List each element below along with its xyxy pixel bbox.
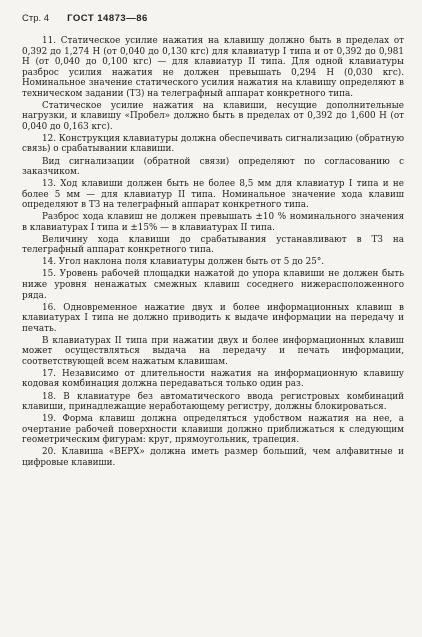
paragraph: 18. В клавиатуре без автоматического ввода регистровых комбинаций клавиши, принадлежащие неработающему регистру, должны блокироваться. [22,391,404,413]
page-header [22,13,404,24]
paragraph: Статическое усилие нажатия на клавиши, несущие дополнительные нагрузки, и клавишу «Пробел» должно быть в пределах от 0,392 до 1,600 Н (от 0,040 до 0,163 кгс). [22,100,404,132]
paragraph: 13. Ход клавиши должен быть не более 8,5 мм для клавиатур I типа и не более 5 мм — для клавиатур II типа. Номинальное значение хода клавиш определяют в ТЗ на телеграфный аппарат конкретного типа. [22,179,404,211]
paragraph: Разброс хода клавиш не должен превышать ±10 % номинального значения в клавиатурах I типа и ±15% — в клавиатурах II типа. [22,212,404,233]
paragraph: 17. Независимо от длительности нажатия на информационную клавишу кодовая комбинация должна передаваться только один раз. [22,368,404,390]
paragraph: 15. Уровень рабочей площадки нажатой до упора клавиши не должен быть ниже уровня ненажатых смежных клавиш соседнего нижерасположенного ряда. [22,269,404,301]
paragraph: 16. Одновременное нажатие двух и более информационных клавиш в клавиатурах I типа не должно приводить к выдаче информации на передачу и печать. [22,302,404,334]
standard-designation: ГОСТ 14873—86 [67,13,148,24]
paragraph: В клавиатурах II типа при нажатии двух и более информационных клавиш может осуществляться выдача на передачу и печать информации, соответствующей всем нажатым клавишам. [22,335,404,367]
paragraph: Величину хода клавиши до срабатывания устанавливают в ТЗ на телеграфный аппарат конкретного типа. [22,234,404,256]
paragraph: 19. Форма клавиш должна определяться удобством нажатия на нее, а очертание рабочей поверхности клавиши должно приближаться к следующим геометрическим фигурам: круг, прямоугольник, трапеция. [22,414,404,446]
paragraph: Вид сигнализации (обратной связи) определяют по согласованию с заказчиком. [22,156,404,178]
paragraph: 11. Статическое усилие нажатия на клавишу должно быть в пределах от 0,392 до 1,274 Н (от 0,040 до 0,130 кгс) для клавиатур I типа и от 0,392 до 0,981 Н (от 0,040 до 0,100 кгс) — для клавиатур II типа. Для одной клавиатуры разброс усилия нажатия не должен превышать 0,294 Н (0,030 кгс). Номинальное значение статического усилия нажатия на клавишу определяют в техническом задании (ТЗ) на телеграфный аппарат конкретного типа. [22,36,404,99]
page-number: Стр. 4 [22,13,50,24]
paragraph: 14. Угол наклона поля клавиатуры должен быть от 5 до 25°. [42,257,325,268]
paragraph: 12. Конструкция клавиатуры должна обеспечивать сигнализацию (обратную связь) о срабатывании клавиши. [22,133,404,155]
document-body [22,36,404,468]
paragraph: 20. Клавиша «ВЕРХ» должна иметь размер больший, чем алфавитные и цифровые клавиши. [22,447,404,468]
